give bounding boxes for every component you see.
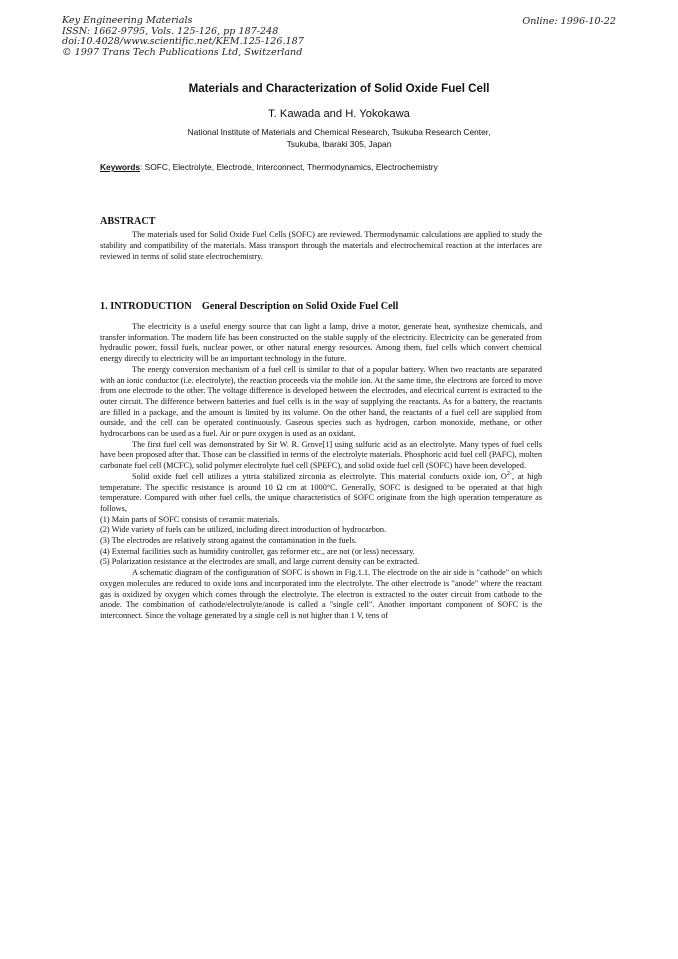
paragraph-3: The first fuel cell was demonstrated by Sir W. R. Grove[1] using sulfuric acid as an electrolyte. Many types of fuel cells have been proposed after that. Those can be classified in terms of the electrolyte materials. Phosphoric acid fuel cell (PAFC), molten carbonate fuel cell (MCFC), solid polymer electrolyte fuel cell (SPEFC), and solid oxide fuel cell (SOFC) have been developed.: [100, 439, 542, 471]
paper-authors: T. Kawada and H. Yokokawa: [268, 108, 410, 120]
list-item-5: (5) Polarization resistance at the electrodes are small, and large current density can be extracted.: [100, 557, 420, 567]
issn-line: ISSN: 1662-9795, Vols. 125-126, pp 187-248: [62, 25, 279, 37]
affiliation-line-2: Tsukuba, Ibaraki 305, Japan: [286, 138, 392, 149]
paper-title: Materials and Characterization of Solid Oxide Fuel Cell: [188, 82, 490, 95]
superscript-charge: 2-: [506, 471, 512, 478]
journal-name: Key Engineering Materials: [62, 15, 193, 26]
list-item-2: (2) Wide variety of fuels can be utilized, including direct introduction of hydrocarbon.: [100, 525, 387, 535]
section-1-heading: 1. INTRODUCTION General Description on Solid Oxide Fuel Cell: [100, 301, 399, 312]
list-item-1: (1) Main parts of SOFC consists of ceramic materials.: [100, 514, 280, 524]
paragraph-4: Solid oxide fuel cell utilizes a yttria stabilized zirconia as electrolyte. This material conducts oxide ion, $O^{2-}$, at high temperature. The specific resistance is around 10 Ω cm at 1000°C. Generally, SOFC is designed to be operated at that high temperature. Compared with other fuel cells, the unique characteristics of SOFC originate from the high operation temperature as follows,: [100, 471, 542, 513]
abstract-heading: ABSTRACT: [100, 216, 156, 227]
keywords-label: Keywords: [100, 162, 141, 172]
list-item-4: (4) External facilities such as humidity controller, gas reformer etc., are not (or less) necessary.: [100, 546, 415, 556]
online-date: Online: 1996-10-22: [522, 16, 616, 27]
list-item-3: (3) The electrodes are relatively strong against the contamination in the fuels.: [100, 536, 357, 546]
copyright-line: © 1997 Trans Tech Publications Ltd, Switzerland: [62, 46, 303, 58]
doi-line: doi:10.4028/www.scientific.net/KEM.125-126.187: [62, 36, 304, 48]
journal-header: [62, 16, 304, 58]
abstract-text: The materials used for Solid Oxide Fuel Cells (SOFC) are reviewed. Thermodynamic calculations are applied to study the stability and compatibility of the materials. Mass transport through the materials and electrochemical reaction at the interfaces are reviewed in terms of solid state electrochemistry.: [100, 230, 542, 261]
paragraph-1: The electricity is a useful energy source that can light a lamp, drive a motor, generate heat, synthesize chemicals, and transfer information. The modern life has been constructed on the stable supply of the electricity. Electricity can be generated from hydraulic power, fossil fuels, nuclear power, or other natural energy resources. Among them, fuel cells which convert chemical energy directly to electricity will be an important technology in the future.: [100, 322, 542, 364]
paragraph-5: A schematic diagram of the configuration of SOFC is shown in Fig.1.1. The electrode on the air side is "cathode" on which oxygen molecules are reduced to oxide ions and incorporated into the electrolyte. The other electrode is "anode" where the reactant gas is oxidized by oxygen which comes through the electrolyte. The electron is extracted to the outer circuit from cathode to the anode. The combination of cathode/electrolyte/anode is called a "single cell". Another important component of SOFC is the interconnect. Since the voltage generated by a single cell is not higher than 1 V, tens of: [100, 568, 542, 620]
keywords-list: : SOFC, Electrolyte, Electrode, Interconnect, Thermodynamics, Electrochemistry: [140, 162, 438, 172]
affiliation-line-1: National Institute of Materials and Chemical Research, Tsukuba Research Center,: [187, 127, 491, 137]
keywords: [100, 162, 438, 172]
section-1-body: [100, 322, 542, 622]
paragraph-2: The energy conversion mechanism of a fuel cell is similar to that of a popular battery. When two reactants are separated with an ionic conductor (i.e. electrolyte), the reaction proceeds via the mobile ion. At the same time, the electrons are forced to move from one electrode to the other. The voltage difference is developed between the electrodes, and electrical current is extracted to the outer circuit. The difference between batteries and fuel cells is in the way of supplying the reactants. As for a battery, the reactants are filled in a package, and the amount is limited by its volume. On the other hand, the reactants of a fuel cell are supplied from outside, and the cell can be operated continuously. Gaseous species such as hydrogen, carbon monoxide, methane, or other hydrocarbons can be used as a fuel. Air or pure oxygen is used as an oxidant.: [100, 364, 542, 439]
affiliation: [0, 127, 678, 150]
